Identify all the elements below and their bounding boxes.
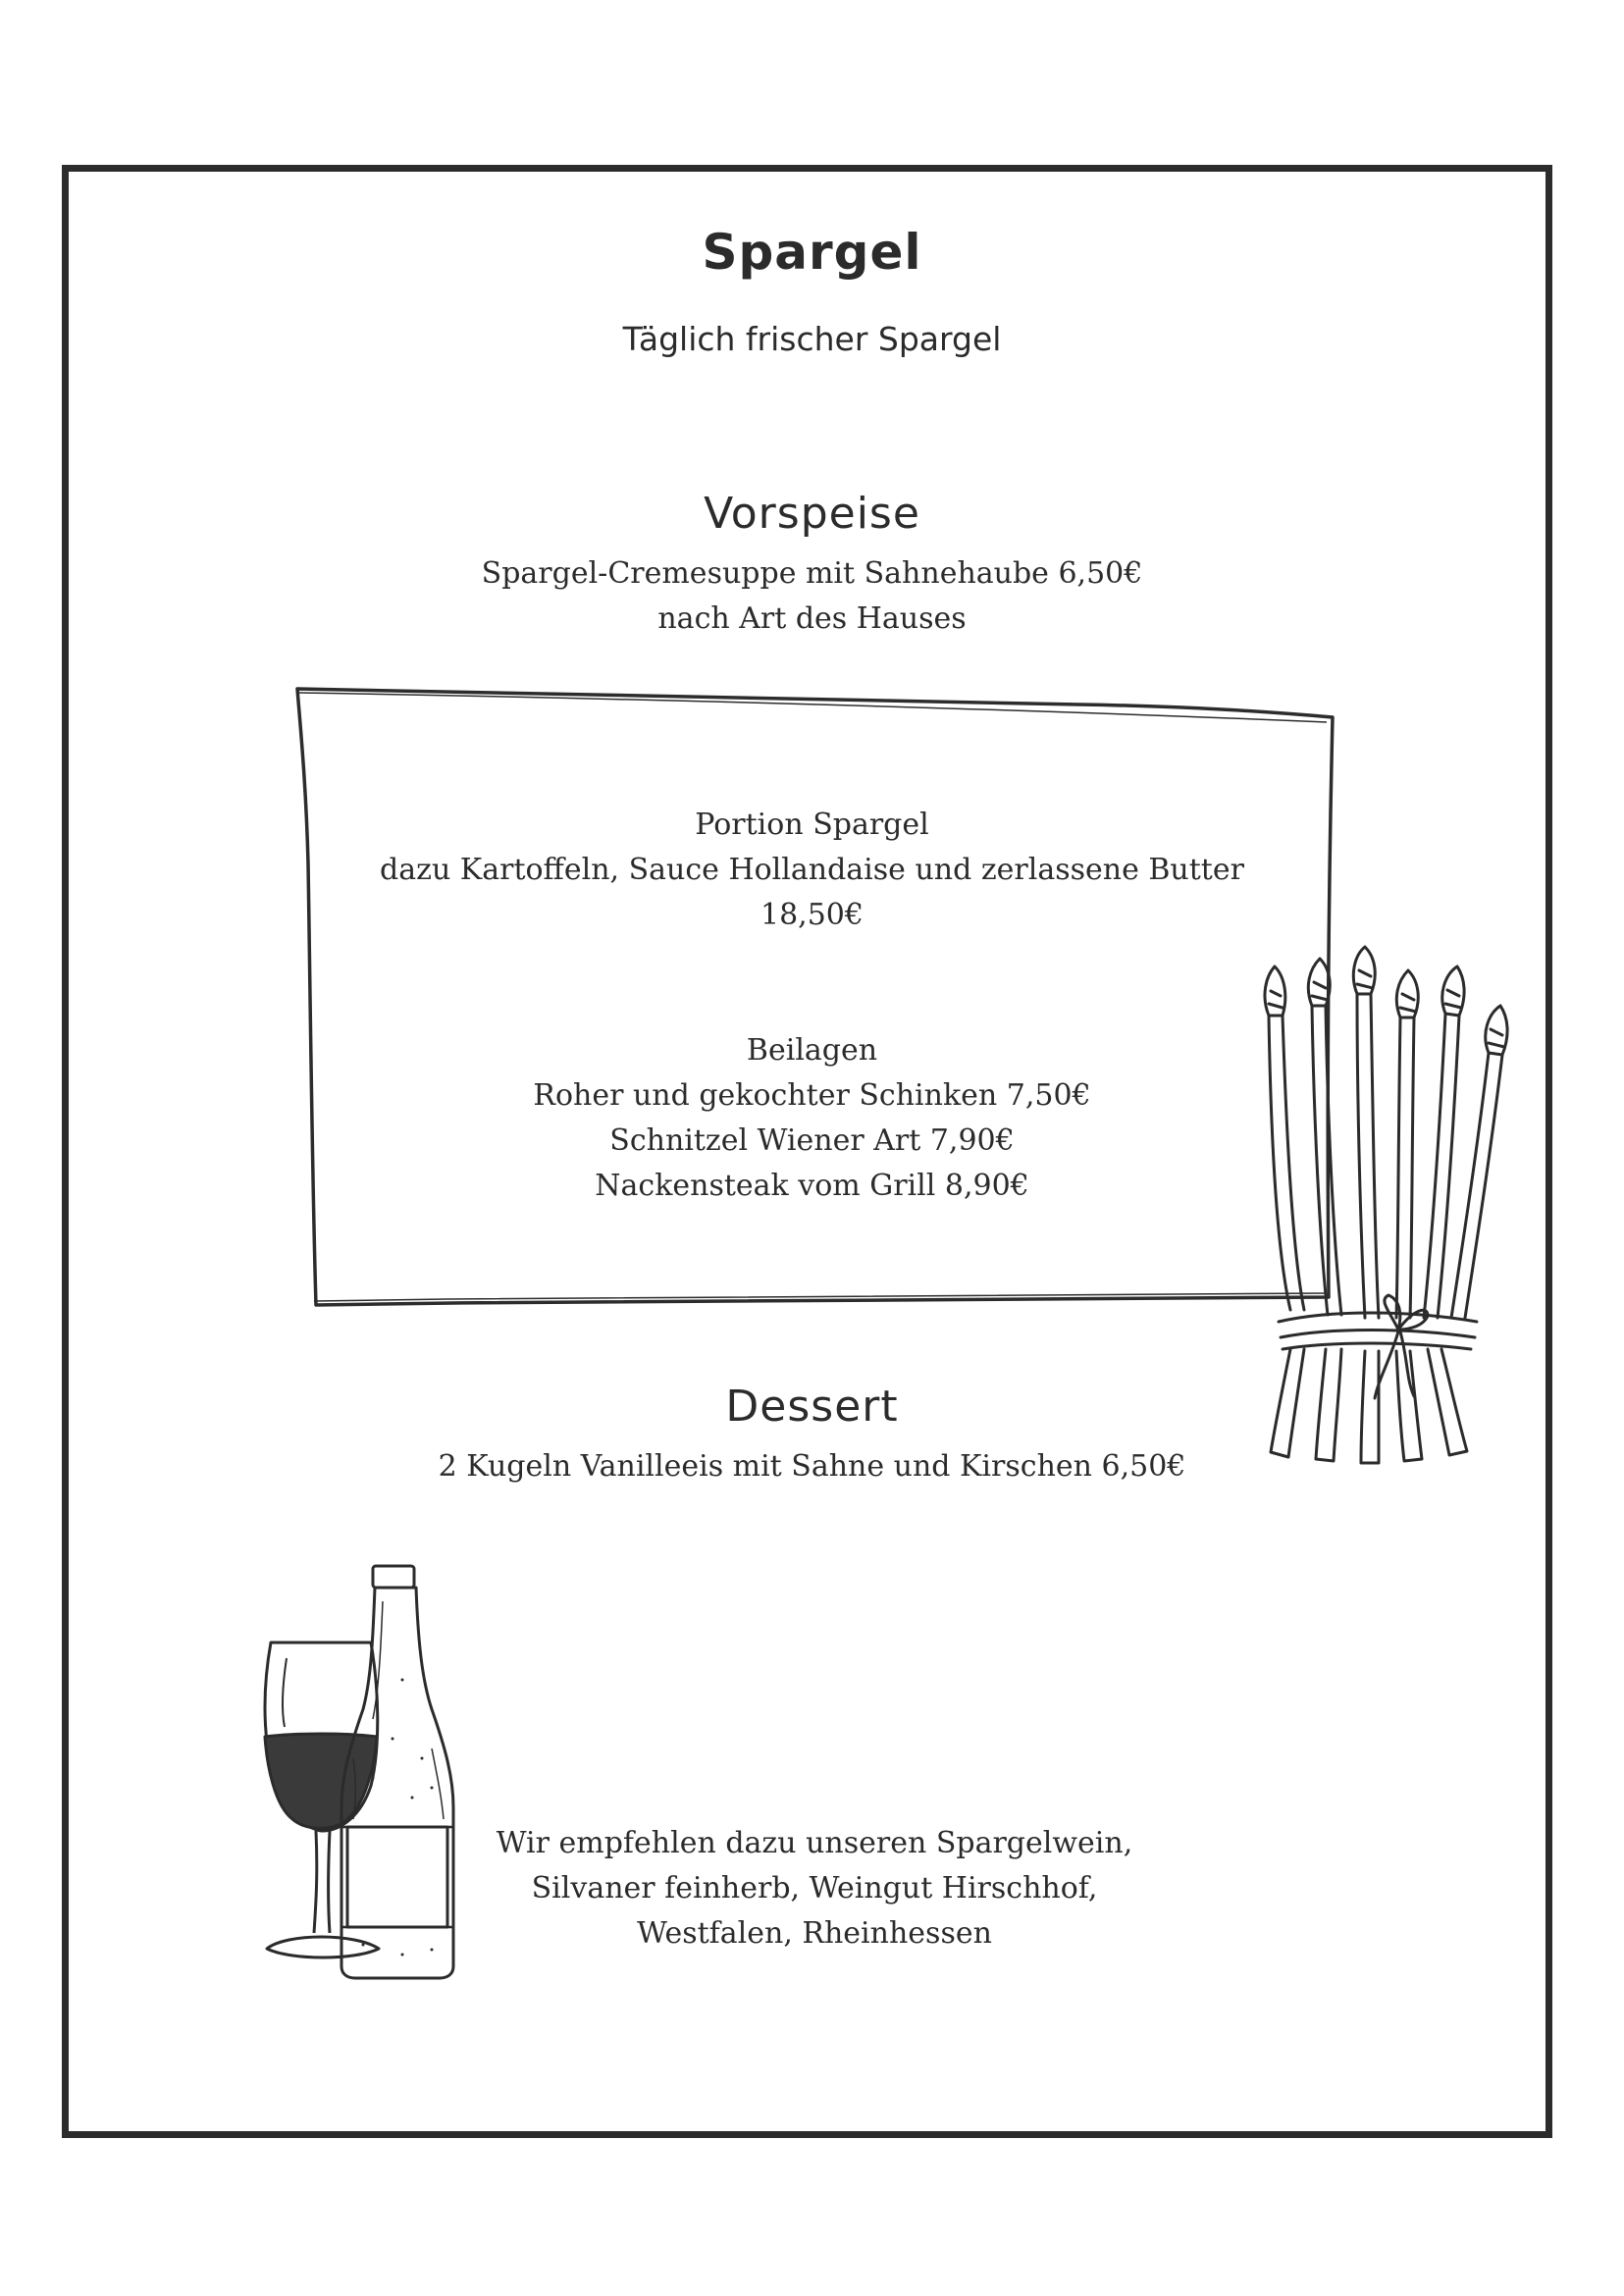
portion-line: Portion Spargel [695, 808, 929, 842]
portion-line: 18,50€ [760, 898, 864, 932]
wine-bottle-icon [334, 1562, 461, 1984]
page-title: Spargel [702, 224, 922, 281]
wine-line: Silvaner feinherb, Weingut Hirschhof, [531, 1871, 1098, 1905]
beilagen-line: Beilagen [746, 1033, 878, 1068]
vorspeise-line: Spargel-Cremesuppe mit Sahnehaube 6,50€ [481, 556, 1143, 591]
vorspeise-line: nach Art des Hauses [657, 601, 967, 636]
dessert-line: 2 Kugeln Vanilleeis mit Sahne und Kirschen 6,50€ [438, 1449, 1186, 1484]
beilagen-line: Schnitzel Wiener Art 7,90€ [609, 1123, 1015, 1158]
wine-recommendation [471, 1821, 1158, 1957]
portion-line: dazu Kartoffeln, Sauce Hollandaise und zerlassene Butter [380, 853, 1244, 887]
portion-block [0, 803, 1624, 938]
dessert-heading: Dessert [725, 1382, 899, 1432]
vorspeise-heading: Vorspeise [704, 489, 920, 539]
beilagen-line: Roher und gekochter Schinken 7,50€ [533, 1078, 1091, 1113]
beilagen-line: Nackensteak vom Grill 8,90€ [595, 1169, 1029, 1203]
wine-line: Westfalen, Rheinhessen [637, 1916, 992, 1951]
page-subtitle: Täglich frischer Spargel [622, 320, 1002, 358]
asparagus-bundle-icon [1231, 957, 1526, 1477]
wine-line: Wir empfehlen dazu unseren Spargelwein, [496, 1826, 1133, 1860]
